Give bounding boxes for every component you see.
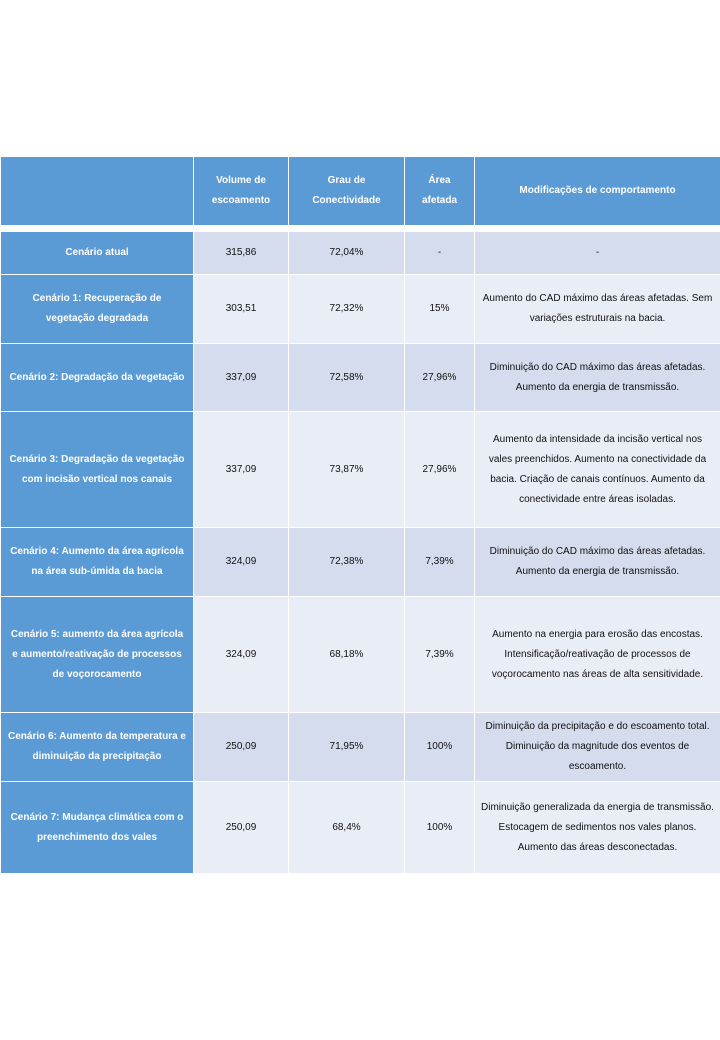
modificacoes-cell: -: [475, 232, 720, 275]
table-row: [1, 232, 720, 275]
table-row: [1, 597, 720, 713]
conectividade-cell: 71,95%: [289, 713, 405, 782]
area-cell: 27,96%: [405, 344, 475, 412]
conectividade-cell: 68,4%: [289, 782, 405, 874]
modificacoes-cell: Diminuição generalizada da energia de transmissão. Estocagem de sedimentos nos vales planos. Aumento das áreas desconectadas.: [475, 782, 720, 874]
area-cell: -: [405, 232, 475, 275]
header-volume: Volume de escoamento: [194, 157, 289, 226]
volume-cell: 337,09: [194, 412, 289, 528]
conectividade-cell: 72,58%: [289, 344, 405, 412]
area-cell: 27,96%: [405, 412, 475, 528]
conectividade-cell: 72,04%: [289, 232, 405, 275]
scenario-cell: Cenário 5: aumento da área agrícola e aumento/reativação de processos de voçorocamento: [1, 597, 194, 713]
scenario-cell: Cenário 6: Aumento da temperatura e diminuição da precipitação: [1, 713, 194, 782]
area-cell: 7,39%: [405, 528, 475, 597]
table-row: [1, 528, 720, 597]
conectividade-cell: 72,32%: [289, 275, 405, 344]
modificacoes-cell: Diminuição do CAD máximo das áreas afetadas. Aumento da energia de transmissão.: [475, 528, 720, 597]
table-row: [1, 275, 720, 344]
scenario-cell: Cenário 3: Degradação da vegetação com incisão vertical nos canais: [1, 412, 194, 528]
header-conectividade: Grau de Conectividade: [289, 157, 405, 226]
area-cell: 7,39%: [405, 597, 475, 713]
table-row: [1, 782, 720, 874]
volume-cell: 324,09: [194, 597, 289, 713]
conectividade-cell: 73,87%: [289, 412, 405, 528]
header-cell-empty: [1, 157, 194, 226]
volume-cell: 315,86: [194, 232, 289, 275]
table-row: [1, 713, 720, 782]
header-modificacoes: Modificações de comportamento: [475, 157, 720, 226]
modificacoes-cell: Diminuição do CAD máximo das áreas afetadas. Aumento da energia de transmissão.: [475, 344, 720, 412]
scenarios-table: [0, 156, 720, 874]
area-cell: 100%: [405, 713, 475, 782]
modificacoes-cell: Aumento na energia para erosão das encostas. Intensificação/reativação de processos de voçorocamento nas áreas de alta sensitividade.: [475, 597, 720, 713]
conectividade-cell: 68,18%: [289, 597, 405, 713]
volume-cell: 324,09: [194, 528, 289, 597]
volume-cell: 250,09: [194, 782, 289, 874]
scenario-cell: Cenário 2: Degradação da vegetação: [1, 344, 194, 412]
scenario-cell: Cenário 7: Mudança climática com o preenchimento dos vales: [1, 782, 194, 874]
header-row: [1, 157, 720, 226]
modificacoes-cell: Aumento do CAD máximo das áreas afetadas. Sem variações estruturais na bacia.: [475, 275, 720, 344]
scenario-cell: Cenário atual: [1, 232, 194, 275]
scenario-cell: Cenário 1: Recuperação de vegetação degradada: [1, 275, 194, 344]
area-cell: 15%: [405, 275, 475, 344]
conectividade-cell: 72,38%: [289, 528, 405, 597]
modificacoes-cell: Diminuição da precipitação e do escoamento total. Diminuição da magnitude dos eventos de escoamento.: [475, 713, 720, 782]
volume-cell: 337,09: [194, 344, 289, 412]
volume-cell: 303,51: [194, 275, 289, 344]
table-row: [1, 412, 720, 528]
scenario-cell: Cenário 4: Aumento da área agrícola na área sub-úmida da bacia: [1, 528, 194, 597]
modificacoes-cell: Aumento da intensidade da incisão vertical nos vales preenchidos. Aumento na conectividade da bacia. Criação de canais contínuos. Aumento da conectividade entre áreas isoladas.: [475, 412, 720, 528]
area-cell: 100%: [405, 782, 475, 874]
table-row: [1, 344, 720, 412]
volume-cell: 250,09: [194, 713, 289, 782]
header-area: Área afetada: [405, 157, 475, 226]
